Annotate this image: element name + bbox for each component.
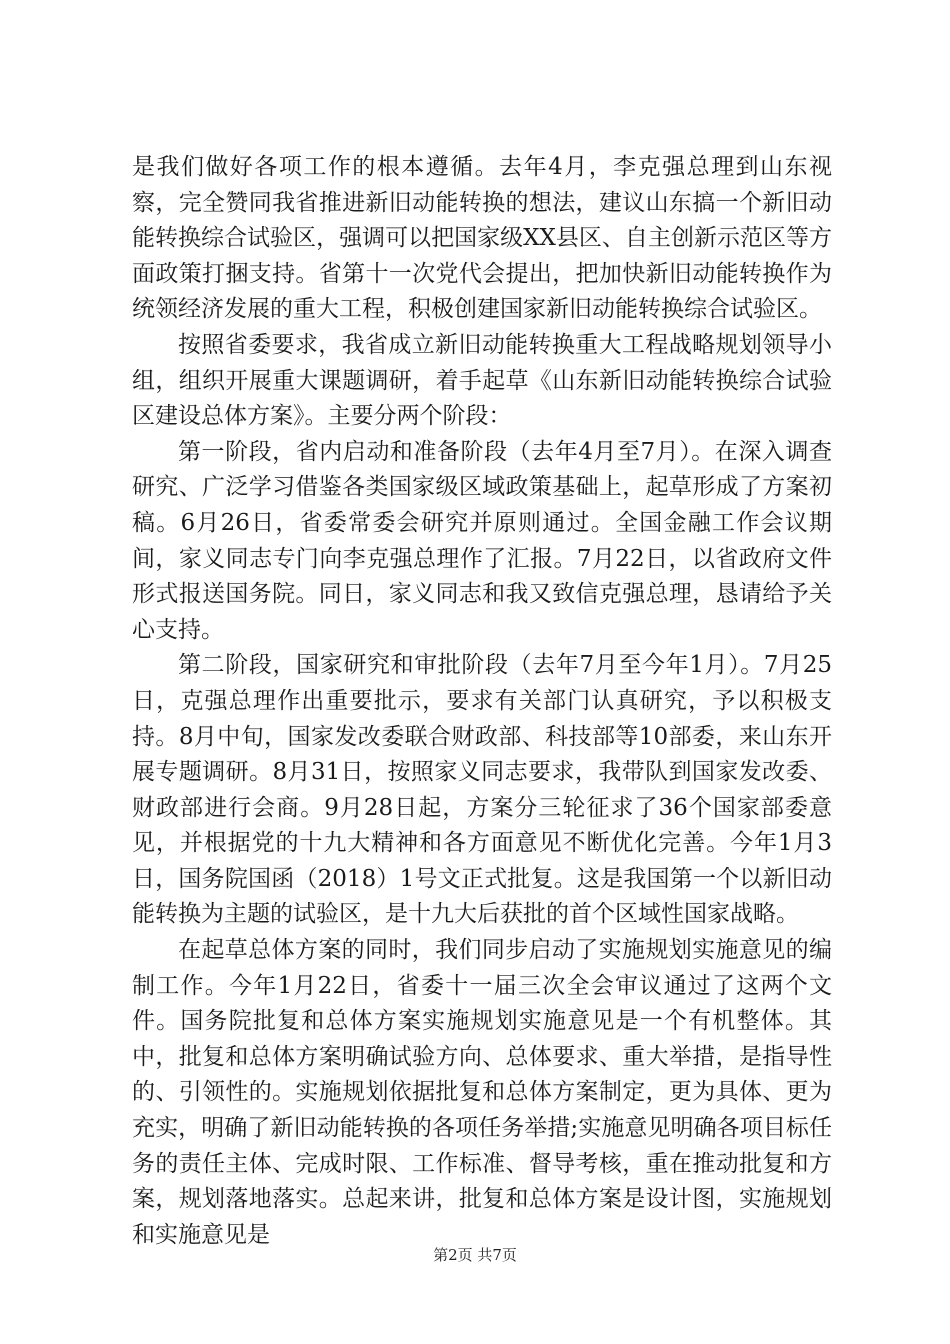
paragraph-continuation: 是我们做好各项工作的根本遵循。去年4月，李克强总理到山东视察，完全赞同我省推进新旧动能转换的想法，建议山东搞一个新旧动能转换综合试验区，强调可以把国家级XX县区、自主创新示范区等方面政策打捆支持。省第十一次党代会提出，把加快新旧动能转换作为统领经济发展的重大工程，积极创建国家新旧动能转换综合试验区。 [132, 154, 832, 323]
body-text [132, 150, 832, 1253]
page-number-footer: 第2页 共7页 [433, 1246, 517, 1264]
paragraph-stage-two: 第二阶段，国家研究和审批阶段（去年7月至今年1月）。7月25日，克强总理作出重要批示，要求有关部门认真研究，予以积极支持。8月中旬，国家发改委联合财政部、科技部等10部委，来山东开展专题调研。8月31日，按照家义同志要求，我带队到国家发改委、财政部进行会商。9月28日起，方案分三轮征求了36个国家部委意见，并根据党的十九大精神和各方面意见不断优化完善。今年1月3日，国务院国函（2018）1号文正式批复。这是我国第一个以新旧动能转换为主题的试验区，是十九大后获批的首个区域性国家战略。 [132, 652, 832, 928]
paragraph-stage-one: 第一阶段，省内启动和准备阶段（去年4月至7月）。在深入调查研究、广泛学习借鉴各类国家级区域政策基础上，起草形成了方案初稿。6月26日，省委常委会研究并原则通过。全国金融工作会议期间，家义同志专门向李克强总理作了汇报。7月22日，以省政府文件形式报送国务院。同日，家义同志和我又致信克强总理，恳请给予关心支持。 [132, 438, 832, 643]
paragraph-plan-drafting: 按照省委要求，我省成立新旧动能转换重大工程战略规划领导小组，组织开展重大课题调研，着手起草《山东新旧动能转换综合试验区建设总体方案》。主要分两个阶段： [132, 331, 832, 430]
paragraph-implementation: 在起草总体方案的同时，我们同步启动了实施规划实施意见的编制工作。今年1月22日，省委十一届三次全会审议通过了这两个文件。国务院批复和总体方案实施规划实施意见是一个有机整体。其中，批复和总体方案明确试验方向、总体要求、重大举措，是指导性的、引领性的。实施规划依据批复和总体方案制定，更为具体、更为充实，明确了新旧动能转换的各项任务举措;实施意见明确各项目标任务的责任主体、完成时限、工作标准、督导考核，重在推动批复和方案，规划落地落实。总起来讲，批复和总体方案是设计图，实施规划和实施意见是 [132, 937, 832, 1248]
